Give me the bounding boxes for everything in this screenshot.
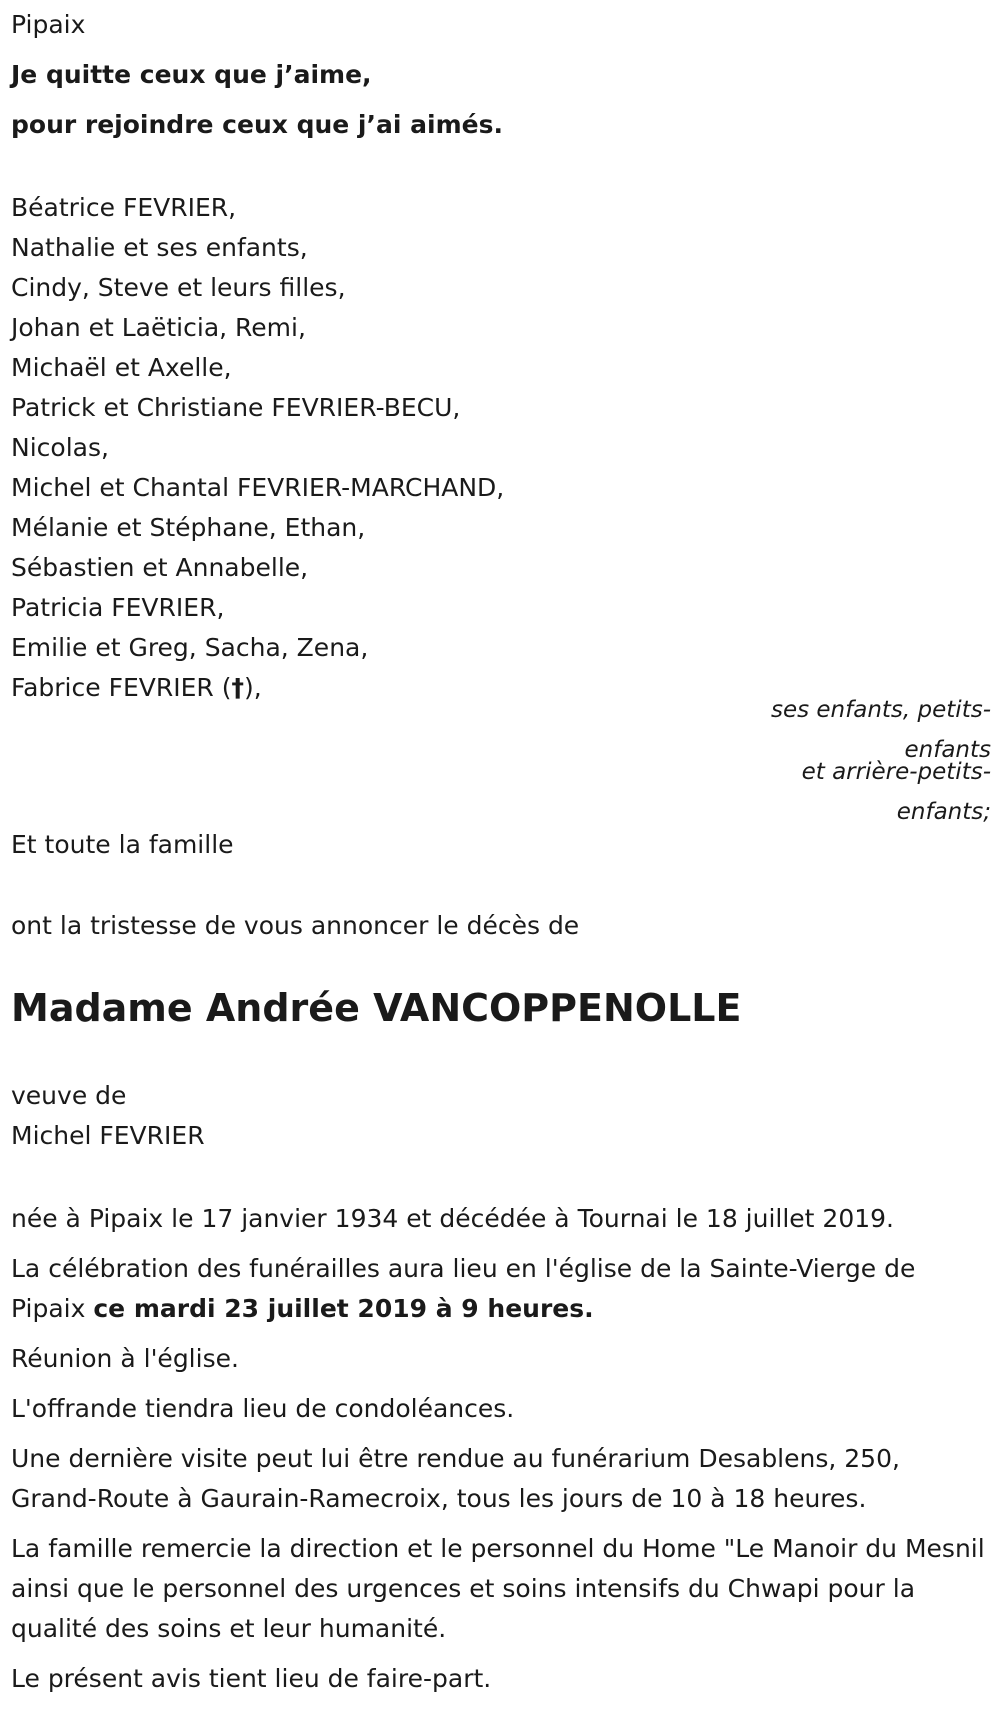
reunion-text: Réunion à l'église. bbox=[11, 1344, 239, 1373]
ceremony-text: La célébration des funérailles aura lieu en l'église de la Sainte-Vierge de Pipaix bbox=[11, 1254, 916, 1323]
visit-paragraph: Une dernière visite peut lui être rendue au funérarium Desablens, 250, Grand-Route à Gaurain-Ramecroix, tous les jours de 10 à 18 heures. bbox=[11, 1444, 900, 1513]
family-member: Sébastien et Annabelle, bbox=[11, 553, 309, 582]
family-member: Michaël et Axelle, bbox=[11, 353, 232, 382]
thanks-paragraph: La famille remercie la direction et le personnel du Home "Le Manoir du Mesnil ainsi que le personnel des urgences et soins intensifs du Chwapi pour la qualité des soins et leur humanité. bbox=[11, 1534, 985, 1643]
family-member: Mélanie et Stéphane, Ethan, bbox=[11, 513, 366, 542]
location-label: Pipaix bbox=[11, 10, 86, 39]
birth-death-text: née à Pipaix le 17 janvier 1934 et décédée à Tournai le 18 juillet 2019. bbox=[11, 1204, 894, 1233]
family-member: Cindy, Steve et leurs filles, bbox=[11, 273, 346, 302]
family-member: Johan et Laëticia, Remi, bbox=[11, 313, 306, 342]
family-member: Nicolas, bbox=[11, 433, 109, 462]
family-member: Nathalie et ses enfants, bbox=[11, 233, 308, 262]
announcement-intro: ont la tristesse de vous annoncer le décès de bbox=[11, 911, 580, 940]
notice-text: Le présent avis tient lieu de faire-part. bbox=[11, 1664, 492, 1693]
family-member-deceased bbox=[11, 668, 504, 708]
family-member: Michel et Chantal FEVRIER-MARCHAND, bbox=[11, 473, 505, 502]
family-member: Béatrice FEVRIER, bbox=[11, 193, 237, 222]
family-member: Patricia FEVRIER, bbox=[11, 593, 225, 622]
cross-icon: † bbox=[231, 673, 244, 702]
motto-line-2: pour rejoindre ceux que j’ai aimés. bbox=[11, 110, 503, 139]
spouse-name: Michel FEVRIER bbox=[11, 1121, 205, 1150]
ceremony-paragraph bbox=[11, 1249, 986, 1329]
offering-text: L'offrande tiendra lieu de condoléances. bbox=[11, 1394, 515, 1423]
motto-line-1: Je quitte ceux que j’aime, bbox=[11, 60, 372, 89]
family-member-suffix: ), bbox=[243, 673, 262, 702]
all-family-label: Et toute la famille bbox=[11, 830, 234, 859]
relation-line-1: ses enfants, petits-enfants bbox=[770, 697, 991, 763]
family-member: Emilie et Greg, Sacha, Zena, bbox=[11, 633, 369, 662]
relation-line-2: et arrière-petits-enfants; bbox=[801, 759, 991, 825]
ceremony-datetime: ce mardi 23 juillet 2019 à 9 heures. bbox=[93, 1294, 594, 1323]
family-members-list bbox=[11, 188, 504, 708]
family-member: Patrick et Christiane FEVRIER-BECU, bbox=[11, 393, 461, 422]
widow-label: veuve de bbox=[11, 1081, 127, 1110]
family-member-name: Fabrice FEVRIER ( bbox=[11, 673, 232, 702]
deceased-name: Madame Andrée VANCOPPENOLLE bbox=[11, 986, 742, 1030]
